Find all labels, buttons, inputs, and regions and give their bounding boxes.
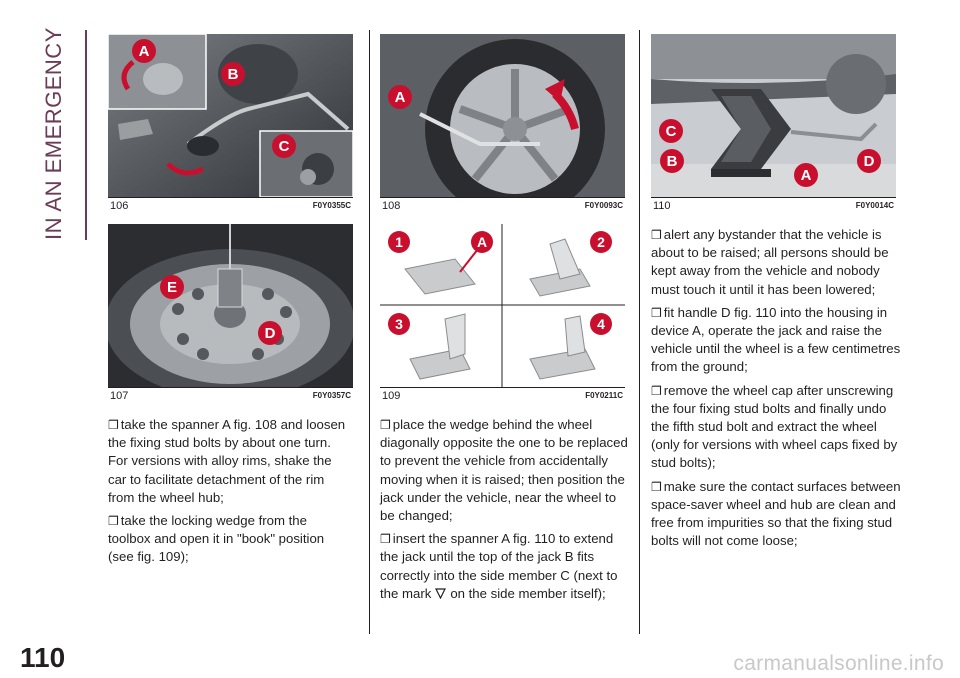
figure-107-image	[108, 224, 353, 387]
callout-A	[388, 85, 412, 109]
checkbox-bullet-icon: ❒	[651, 479, 662, 494]
callout-B	[660, 149, 684, 173]
checkbox-bullet-icon: ❒	[651, 383, 662, 398]
callout-B	[221, 62, 245, 86]
figure-106-image	[108, 34, 353, 197]
watermark: carmanualsonline.info	[733, 652, 944, 675]
instruction-item: ❒ fit handle D fig. 110 into the housing in device A, operate the jack and raise the vehicle until the wheel is a few centimetres from the ground;	[651, 304, 901, 375]
checkbox-bullet-icon: ❒	[380, 418, 391, 432]
column-2-text	[380, 416, 632, 609]
figure-code: F0Y0211C	[585, 391, 623, 400]
column-divider	[639, 30, 640, 634]
callout-1	[388, 231, 410, 253]
instruction-item: ❒ take the locking wedge from the toolbox and open it in "book" position (see fig. 109);	[108, 513, 325, 565]
svg-text:A: A	[800, 167, 812, 184]
instruction-item: ❒ make sure the contact surfaces between space-saver wheel and hub are clean and free from impurities so that the fixing stud bolts will not come loose;	[651, 478, 901, 549]
figure-number: 107	[110, 390, 129, 402]
svg-text:A: A	[476, 234, 488, 250]
instruction-item: ❒ insert the spanner A fig. 110 to extend the jack until the top of the jack B fits correctly into the side member C (next to the mark on the side member itself);	[380, 530, 632, 604]
checkbox-bullet-icon: ❒	[108, 514, 119, 529]
svg-text:D: D	[863, 153, 875, 170]
callout-E	[160, 275, 184, 299]
callout-C	[659, 119, 683, 143]
callout-4	[590, 313, 612, 335]
svg-text:4: 4	[597, 316, 605, 332]
page-number: 110	[20, 642, 66, 673]
figure-code: F0Y0014C	[855, 201, 894, 210]
instruction-item: ❒ alert any bystander that the vehicle is about to be raised; all persons should be kept away from the vehicle and nobody must touch it until it has been lowered;	[651, 227, 889, 297]
figure-code: F0Y0357C	[312, 391, 351, 400]
figure-number: 108	[382, 200, 401, 212]
svg-text:A: A	[394, 89, 406, 106]
figure-108-image	[380, 34, 625, 197]
instruction-item: ❒ take the spanner A fig. 108 and loosen the fixing stud bolts by about one turn. For versions with alloy rims, shake the car to facilitate detachment of the rim from the wheel hub;	[108, 417, 346, 505]
svg-text:1: 1	[395, 234, 403, 250]
callout-2	[590, 231, 612, 253]
figure-109-image	[380, 224, 625, 387]
callout-D	[258, 321, 282, 345]
column-divider	[369, 30, 370, 634]
checkbox-bullet-icon: ❒	[108, 418, 119, 432]
section-rule	[85, 30, 87, 240]
callout-A	[471, 231, 493, 253]
svg-text:2: 2	[597, 234, 605, 250]
checkbox-bullet-icon: ❒	[651, 305, 662, 320]
svg-text:A: A	[138, 43, 150, 60]
callout-C	[272, 134, 296, 158]
callout-A	[132, 39, 156, 63]
figure-110-image	[651, 34, 896, 197]
figure-110	[651, 34, 896, 214]
figure-108-caption	[380, 197, 625, 214]
figure-number: 110	[653, 200, 671, 212]
figure-106-caption	[108, 197, 353, 214]
figure-109	[380, 224, 625, 404]
column-1-text	[108, 416, 353, 572]
figure-code: F0Y0093C	[584, 201, 623, 210]
svg-text:C: C	[278, 138, 290, 155]
figure-109-caption	[380, 387, 625, 404]
checkbox-bullet-icon: ❒	[380, 532, 391, 547]
instruction-item: ❒ place the wedge behind the wheel diagonally opposite the one to be replaced to prevent the vehicle from accidentally moving when it is raised; then position the jack under the vehicle, near the wheel to be changed;	[380, 417, 628, 524]
svg-text:B: B	[227, 66, 239, 83]
callout-3	[388, 313, 410, 335]
svg-text:D: D	[264, 325, 276, 342]
svg-text:3: 3	[395, 316, 403, 332]
figure-106	[108, 34, 353, 214]
checkbox-bullet-icon: ❒	[651, 228, 662, 242]
callout-D	[857, 149, 881, 173]
column-3-text	[651, 226, 903, 555]
figure-107	[108, 224, 353, 404]
instruction-item: ❒ remove the wheel cap after unscrewing the four fixing stud bolts and finally undo the fifth stud bolt and extract the wheel (only for versions with wheel caps fixed by stud bolts);	[651, 382, 898, 471]
svg-text:B: B	[666, 153, 678, 170]
svg-text:E: E	[166, 279, 178, 296]
figure-number: 106	[110, 200, 129, 212]
triangle-mark-icon	[435, 586, 446, 604]
figure-107-caption	[108, 387, 353, 404]
figure-108	[380, 34, 625, 214]
callout-A	[794, 163, 818, 187]
figure-code: F0Y0355C	[312, 201, 351, 210]
figure-110-caption	[651, 197, 896, 214]
figure-number: 109	[382, 390, 401, 402]
section-title: IN AN EMERGENCY	[41, 27, 66, 240]
svg-text:C: C	[665, 123, 677, 140]
